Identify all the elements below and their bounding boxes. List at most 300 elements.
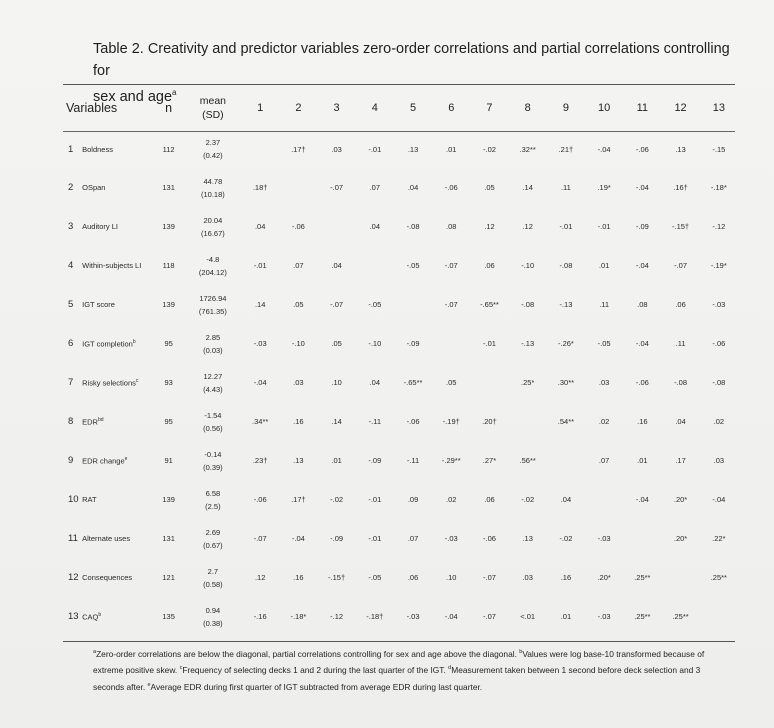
correlation-cell: .25** [710, 573, 727, 582]
correlation-cell: -.06 [406, 417, 420, 426]
correlation-cell [509, 402, 547, 441]
correlation-cell: -.08 [712, 378, 726, 387]
sd-value: (0.38) [203, 618, 223, 628]
header-mean-sd [185, 86, 241, 130]
correlation-cell: .14 [522, 183, 533, 192]
correlation-cell: .16† [673, 183, 688, 192]
table-row [60, 402, 738, 441]
header-col-5: 5 [409, 102, 417, 114]
correlation-cell: -.04 [597, 144, 611, 154]
sd-value: (0.39) [203, 462, 223, 472]
mean-sd-cell [185, 130, 241, 168]
correlation-cell: -.15 [712, 144, 726, 154]
correlation-cell: .13 [407, 144, 419, 154]
correlation-cell: -.01 [597, 222, 611, 231]
correlation-cell: .03 [713, 456, 725, 465]
mean-value: 2.7 [207, 566, 219, 576]
header-n: n [165, 101, 173, 115]
correlation-cell: -.08 [406, 222, 420, 231]
row-index: 2 [68, 182, 74, 193]
correlation-cell: .14 [331, 417, 342, 426]
sample-size: 95 [164, 417, 173, 426]
correlation-cell: -.11 [368, 417, 381, 426]
note-a-marker: a [93, 649, 97, 655]
correlation-cell [547, 441, 585, 480]
correlation-cell: -.07 [330, 183, 344, 192]
correlation-cell: -.09 [368, 456, 382, 465]
variable-label: EDR change [82, 456, 125, 466]
mean-value: -4.8 [206, 254, 220, 264]
mean-sd-cell [185, 207, 241, 246]
correlation-cell: .04 [407, 183, 419, 192]
correlation-cell: .12 [484, 222, 495, 231]
correlation-cell: -.06 [483, 534, 496, 543]
correlation-cell: .34** [252, 417, 269, 426]
correlation-cell: .09 [407, 495, 419, 504]
correlation-cell: .04 [369, 222, 381, 231]
mean-sd-cell [185, 441, 241, 480]
variable-name [82, 480, 152, 519]
correlation-cell: .21† [558, 144, 574, 154]
table-row [60, 207, 738, 246]
row-index: 10 [68, 494, 79, 505]
correlation-cell: .05 [331, 339, 342, 348]
note-a-text: Zero-order correlations are below the diagonal, partial correlations controlling for sex and age above the diagonal. [96, 648, 520, 659]
mean-value: -0.14 [204, 449, 222, 459]
mean-sd-cell [185, 246, 241, 285]
table-notes [93, 645, 733, 694]
correlation-cell: .16 [560, 573, 572, 582]
correlation-cell: .13 [522, 534, 533, 543]
correlation-cell: .04 [675, 417, 686, 426]
correlation-cell: -.04 [291, 534, 305, 543]
correlation-cell: -.01 [368, 144, 382, 154]
correlation-cell: .11 [599, 300, 610, 309]
sd-value: (0.56) [203, 423, 223, 433]
correlation-cell: -.09 [635, 222, 649, 231]
table-row [60, 168, 738, 207]
correlation-cell: -.01 [253, 261, 267, 270]
variable-footnote-marker: e [124, 456, 128, 463]
sample-size: 93 [164, 378, 173, 387]
correlation-cell: -.10 [291, 339, 305, 348]
row-index: 1 [68, 143, 74, 155]
correlation-cell: .04 [254, 222, 266, 231]
row-index: 9 [68, 455, 74, 466]
correlation-cell: .17† [291, 144, 306, 154]
correlation-cell: .07 [407, 534, 419, 543]
variable-label: CAQ [82, 612, 99, 622]
variable-name [82, 441, 152, 480]
correlation-cell: .07 [369, 183, 381, 192]
correlation-cell: .25* [521, 378, 535, 387]
mean-sd-cell [185, 519, 241, 558]
variable-name [82, 130, 152, 168]
correlation-cell: -.05 [368, 300, 382, 309]
correlation-cell: -.02 [330, 495, 344, 504]
correlation-cell: -.01 [368, 534, 382, 543]
variable-label: Boldness [82, 144, 113, 154]
correlation-cell: -.04 [635, 261, 649, 270]
correlation-cell: .06 [675, 300, 686, 309]
note-b-marker: b [519, 649, 523, 655]
header-col-10: 10 [598, 102, 611, 114]
mean-value: 2.69 [205, 527, 221, 537]
sample-size: 139 [162, 495, 175, 504]
row-index: 8 [68, 416, 74, 427]
correlation-cell: .14 [254, 300, 266, 309]
correlation-cell: .02 [598, 417, 610, 426]
correlation-cell: .06 [484, 495, 495, 504]
correlation-cell [585, 480, 623, 519]
correlation-cell: .17 [675, 456, 686, 465]
sd-value: (4.43) [203, 384, 223, 394]
mean-value: 20.04 [203, 215, 223, 225]
variable-label: Auditory LI [82, 222, 118, 231]
correlation-cell: -.07 [483, 573, 496, 582]
row-index: 7 [68, 377, 74, 388]
correlation-cell [317, 207, 355, 246]
correlation-cell: -.18* [710, 183, 727, 192]
correlation-cell: -.08 [521, 300, 535, 309]
mean-sd-cell [185, 558, 241, 597]
correlation-cell: -.09 [406, 339, 420, 348]
table-row [60, 597, 738, 636]
correlation-cell: .03 [522, 573, 533, 582]
mean-sd-cell [185, 363, 241, 402]
variable-name [82, 324, 152, 363]
correlation-cell: .11 [675, 339, 686, 348]
correlation-cell: .16 [637, 417, 648, 426]
header-col-6: 6 [448, 102, 455, 114]
variable-label: EDR [82, 417, 98, 427]
header-col-12: 12 [674, 102, 687, 114]
correlation-cell: -.07 [330, 300, 344, 309]
correlation-cell [279, 168, 317, 207]
correlation-cell [470, 363, 508, 402]
correlation-cell: .54** [557, 417, 575, 426]
correlation-cell: -.02 [521, 495, 535, 504]
correlation-cell: .02 [446, 495, 457, 504]
mean-sd-cell [185, 324, 241, 363]
note-c-text: Frequency of selecting decks 1 and 2 during the last quarter of the IGT. [182, 665, 449, 676]
note-d-text: Measurement taken between 1 second before deck selection and 3 seconds after. [93, 665, 701, 692]
header-col-2: 2 [295, 102, 302, 114]
mean-sd-cell [185, 168, 241, 207]
correlation-cell: .01 [560, 612, 572, 621]
correlation-cell: .11 [560, 183, 571, 192]
correlation-cell: -.05 [406, 261, 420, 270]
header-mean: mean [199, 95, 227, 107]
correlation-cell: -.12 [712, 222, 726, 231]
correlation-cell: -.02 [483, 144, 496, 154]
correlation-cell: -.11 [406, 456, 420, 465]
correlation-cell: -.01 [559, 222, 573, 231]
sample-size: 135 [162, 612, 175, 621]
mean-value: -1.54 [204, 410, 222, 420]
sample-size: 95 [164, 339, 173, 348]
correlation-table [60, 86, 738, 636]
table-row [60, 130, 738, 168]
header-variables: Variables [66, 101, 118, 115]
sample-size: 112 [162, 144, 175, 154]
variable-name [82, 363, 152, 402]
correlation-cell: -.09 [330, 534, 344, 543]
correlation-cell: -.03 [597, 534, 611, 543]
variable-label: OSpan [82, 183, 106, 192]
variable-name [82, 519, 152, 558]
correlation-cell: .16 [293, 417, 304, 426]
table-top-rule [63, 84, 735, 85]
correlation-cell: -.06 [444, 183, 458, 192]
correlation-cell: .19* [597, 183, 611, 192]
correlation-cell: .32** [519, 144, 536, 154]
correlation-cell: -.01 [368, 495, 382, 504]
correlation-cell: .25** [634, 573, 651, 582]
correlation-cell: -.65** [403, 378, 423, 387]
correlation-cell: -.03 [444, 534, 458, 543]
correlation-cell: -.01 [483, 339, 496, 348]
header-col-4: 4 [371, 102, 378, 114]
header-sd: (SD) [202, 109, 224, 121]
header-col-7: 7 [486, 102, 493, 114]
correlation-cell: -.18† [366, 612, 384, 621]
caption-line-2: sex and age [93, 88, 173, 105]
correlation-cell: -.08 [559, 261, 573, 270]
correlation-cell [700, 597, 738, 636]
correlation-cell: -.04 [635, 183, 649, 192]
correlation-cell: -.03 [406, 612, 420, 621]
correlation-cell: -.06 [712, 339, 726, 348]
correlation-cell: .18† [252, 183, 268, 192]
sample-size: 131 [162, 534, 175, 543]
correlation-cell [356, 246, 394, 285]
correlation-cell: .12 [522, 222, 533, 231]
correlation-cell [623, 519, 661, 558]
table-row [60, 285, 738, 324]
correlation-cell: .25** [672, 612, 689, 621]
mean-value: 12.27 [203, 371, 223, 381]
correlation-cell: .06 [484, 261, 495, 270]
mean-sd-cell [185, 402, 241, 441]
correlation-cell: -.04 [712, 495, 726, 504]
correlation-cell: -.03 [253, 339, 267, 348]
correlation-cell: -.19† [442, 417, 460, 426]
mean-sd-cell [185, 285, 241, 324]
correlation-cell: -.06 [635, 378, 649, 387]
correlation-cell: -.07 [253, 534, 267, 543]
correlation-cell: .20* [597, 573, 611, 582]
correlation-cell: .07 [598, 456, 610, 465]
sample-size: 118 [162, 261, 175, 270]
correlation-cell: -.10 [368, 339, 382, 348]
correlation-cell: -.07 [483, 612, 496, 621]
row-index: 11 [68, 533, 78, 544]
caption-footnote-marker: a [172, 88, 177, 97]
variable-name [82, 558, 152, 597]
variable-name [82, 207, 152, 246]
correlation-cell: -.04 [635, 339, 649, 348]
table-row [60, 558, 738, 597]
correlation-cell: .05 [484, 183, 495, 192]
correlation-cell: .05 [293, 300, 304, 309]
correlation-cell: .20* [673, 534, 688, 543]
correlation-cell: -.04 [635, 495, 649, 504]
correlation-cell: .17† [291, 495, 306, 504]
correlation-cell: -.06 [635, 144, 649, 154]
row-index: 13 [68, 611, 79, 622]
correlation-cell: -.13 [559, 300, 573, 309]
variable-footnote-marker: c [135, 378, 139, 385]
correlation-cell: .10 [331, 378, 342, 387]
correlation-cell: .01 [446, 144, 457, 154]
header-col-1: 1 [257, 102, 264, 114]
correlation-cell: .20* [673, 495, 688, 504]
correlation-cell: -.04 [444, 612, 458, 621]
correlation-cell: .56** [519, 456, 536, 465]
correlation-cell: .04 [369, 378, 381, 387]
correlation-cell: .03 [293, 378, 304, 387]
mean-value: 6.58 [205, 488, 221, 498]
correlation-cell: <.01 [520, 612, 536, 621]
sd-value: (10.18) [201, 189, 225, 199]
variable-footnote-marker: b [132, 339, 136, 346]
row-index: 6 [68, 338, 74, 349]
variable-label: IGT score [82, 300, 115, 309]
header-col-9: 9 [562, 102, 569, 114]
sd-value: (0.67) [203, 540, 223, 550]
variable-name [82, 285, 152, 324]
mean-sd-cell [185, 480, 241, 519]
table-row [60, 480, 738, 519]
caption-line-1: Table 2. Creativity and predictor variables zero-order correlations and partial correlations controlling for [93, 41, 730, 79]
correlation-cell: -.08 [674, 378, 688, 387]
correlation-cell: -.16 [253, 612, 267, 621]
mean-value: 2.37 [205, 138, 221, 147]
correlation-cell: -.13 [521, 339, 535, 348]
variable-footnote-marker: bd [97, 417, 104, 424]
correlation-cell: .04 [560, 495, 572, 504]
table-row [60, 441, 738, 480]
correlation-cell: -.18* [290, 612, 307, 621]
correlation-cell [432, 324, 470, 363]
correlation-cell [241, 130, 279, 168]
variable-label: Alternate uses [82, 534, 131, 543]
correlation-cell: -.03 [712, 300, 726, 309]
row-index: 3 [68, 221, 74, 232]
correlation-cell: .08 [446, 222, 457, 231]
mean-value: 2.85 [205, 332, 221, 342]
sample-size: 139 [162, 300, 175, 309]
note-d-marker: d [448, 665, 452, 672]
correlation-cell: -.15† [672, 222, 690, 231]
variable-label: Risky selections [82, 378, 136, 388]
table-header-row [60, 86, 738, 130]
correlation-cell: .01 [637, 456, 648, 465]
variable-label: Within-subjects LI [82, 261, 142, 270]
variable-name [82, 168, 152, 207]
variable-name [82, 246, 152, 285]
correlation-cell: -.07 [674, 261, 688, 270]
correlation-cell: -.15† [328, 573, 346, 582]
correlation-cell: -.06 [253, 495, 267, 504]
note-e-text: Average EDR during first quarter of IGT subtracted from average EDR during last quarter. [150, 681, 483, 692]
variable-label: RAT [82, 495, 97, 504]
sample-size: 139 [162, 222, 175, 231]
correlation-cell: .05 [446, 378, 457, 387]
note-c-marker: c [179, 665, 183, 672]
correlation-cell: .27* [482, 456, 497, 465]
correlation-cell: .20† [482, 417, 497, 426]
variable-label: Consequences [82, 573, 133, 582]
correlation-cell: -.05 [368, 573, 382, 582]
sd-value: (0.42) [203, 151, 223, 160]
table-row [60, 324, 738, 363]
header-col-3: 3 [333, 102, 340, 114]
correlation-cell: -.07 [444, 261, 458, 270]
sd-value: (204.12) [198, 267, 227, 277]
mean-value: 44.78 [203, 176, 223, 186]
sample-size: 91 [164, 456, 173, 465]
correlation-cell: .01 [598, 261, 610, 270]
variable-footnote-marker: b [98, 612, 102, 619]
correlation-cell: -.19* [710, 261, 727, 270]
correlation-cell: -.29** [441, 456, 461, 465]
correlation-cell: .03 [331, 144, 342, 154]
table-bottom-rule [63, 641, 735, 642]
correlation-cell: -.02 [559, 534, 573, 543]
header-col-8: 8 [524, 102, 531, 114]
correlation-cell: .08 [637, 300, 648, 309]
mean-value: 1726.94 [199, 293, 227, 303]
correlation-cell: .03 [598, 378, 610, 387]
correlation-cell: .22* [712, 534, 726, 543]
correlation-cell: -.10 [521, 261, 535, 270]
correlation-cell: -.05 [597, 339, 611, 348]
sd-value: (0.03) [203, 345, 223, 355]
sample-size: 121 [162, 573, 175, 582]
correlation-cell: .30** [557, 378, 575, 387]
row-index: 12 [68, 572, 79, 583]
correlation-cell: .04 [331, 261, 342, 270]
note-b-text: Values were log base-10 transformed because of extreme positive skew. [93, 648, 705, 676]
note-e-marker: e [147, 681, 151, 688]
header-col-13: 13 [712, 102, 725, 114]
sd-value: (2.5) [205, 501, 221, 511]
correlation-cell: -.12 [330, 612, 344, 621]
correlation-cell: .07 [293, 261, 304, 270]
correlation-cell [661, 558, 699, 597]
table-body [60, 130, 738, 636]
sd-value: (16.67) [201, 228, 225, 238]
sample-size: 131 [162, 183, 175, 192]
table-row [60, 363, 738, 402]
mean-sd-cell [185, 597, 241, 636]
correlation-cell: .06 [407, 573, 419, 582]
row-index: 5 [68, 299, 74, 310]
sd-value: (0.58) [203, 579, 223, 589]
correlation-cell: .25** [634, 612, 651, 621]
correlation-cell: -.26* [557, 339, 574, 348]
correlation-cell [394, 285, 432, 324]
variable-name [82, 597, 152, 636]
variable-label: IGT completion [82, 339, 133, 349]
variable-name [82, 402, 152, 441]
correlation-cell: .10 [446, 573, 457, 582]
row-index: 4 [68, 260, 74, 271]
sd-value: (761.35) [198, 306, 227, 316]
correlation-cell: .02 [713, 417, 725, 426]
